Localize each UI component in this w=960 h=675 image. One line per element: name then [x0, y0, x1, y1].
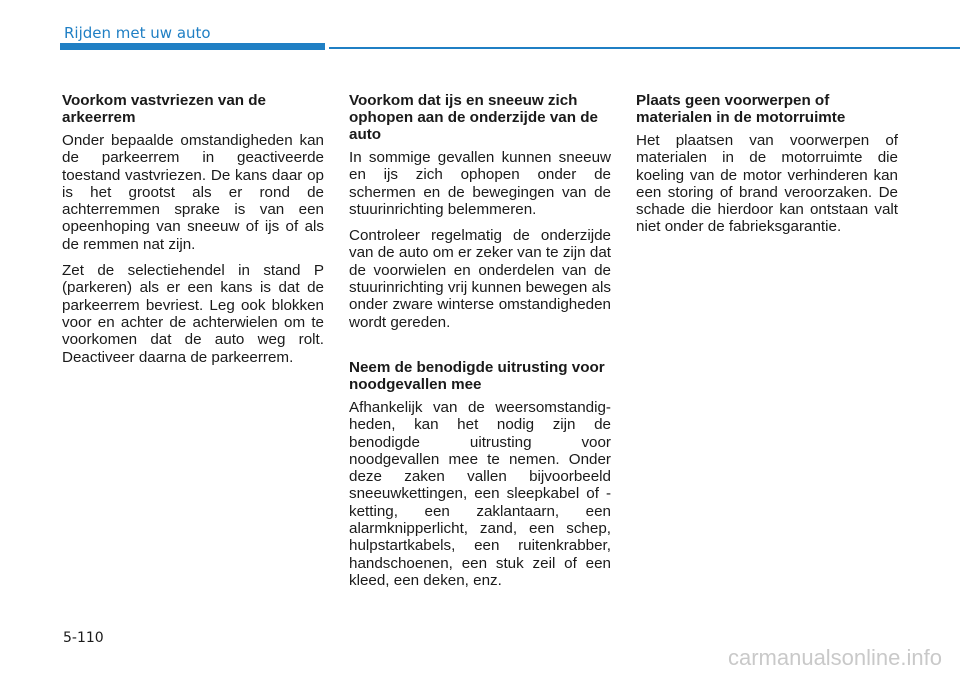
- header-rule: [329, 47, 960, 49]
- paragraph: Afhankelijk van de weersomstandig-heden, kan het nodig zijn de benodigde uitrusting voor noodgevallen mee te nemen. Onder deze zaken vallen bijvoorbeeld sneeuwkettingen, een sleepkabel of -ketting, een zaklantaarn, een alarmknipperlicht, zand, een schep, hulpstartkabels, een ruitenkrabber, handschoenen, een stuk zeil of een kleed, een deken, enz.: [349, 398, 611, 589]
- column-middle: [349, 92, 611, 598]
- heading-parking-brake: Voorkom vastvriezen van de arkeerrem: [62, 92, 266, 126]
- paragraph: Controleer regelmatig de onderzijde van de auto om er zeker van te zijn dat de voorwielen en onderdelen van de stuurinrichting vrij kunnen bewegen als onder zware winterse omstandigheden wordt gereden.: [349, 227, 611, 331]
- paragraph: In sommige gevallen kunnen sneeuw en ijs zich ophopen onder de schermen en de bewegingen van de stuurinrichting belemmeren.: [349, 149, 611, 218]
- section-title: Rijden met uw auto: [64, 24, 211, 42]
- paragraph: Het plaatsen van voorwerpen of materialen in de motorruimte die koeling van de motor verhinderen kan een storing of brand veroorzaken. De schade die hierdoor kan ontstaan valt niet onder de fabrieksgarantie.: [636, 132, 898, 236]
- column-left: [62, 92, 324, 375]
- heading-ice-snow: Voorkom dat ijs en sneeuw zich ophopen aan de onderzijde van de auto: [349, 92, 598, 143]
- watermark: carmanualsonline.info: [727, 645, 942, 670]
- column-right: [636, 92, 898, 245]
- header-accent-bar: [60, 43, 325, 50]
- paragraph: Zet de selectiehendel in stand P (parkeren) als er een kans is dat de parkeerrem bevriest. Leg ook blokken voor en achter de achterwielen om te voorkomen dat de auto weg rolt. Deactiveer daarna de parkeerrem.: [62, 262, 324, 366]
- page-number: 5-110: [63, 630, 104, 646]
- paragraph: Onder bepaalde omstandigheden kan de parkeerrem in geactiveerde toestand vastvriezen. De kans daar op is het grootst als er rond de achterremmen sprake is van een opeenhoping van sneeuw of ijs of als de remmen nat zijn.: [62, 132, 324, 253]
- heading-engine-compartment: Plaats geen voorwerpen of materialen in de motorruimte: [636, 92, 846, 126]
- heading-emergency-equipment: Neem de benodigde uitrusting voor noodgevallen mee: [349, 358, 605, 393]
